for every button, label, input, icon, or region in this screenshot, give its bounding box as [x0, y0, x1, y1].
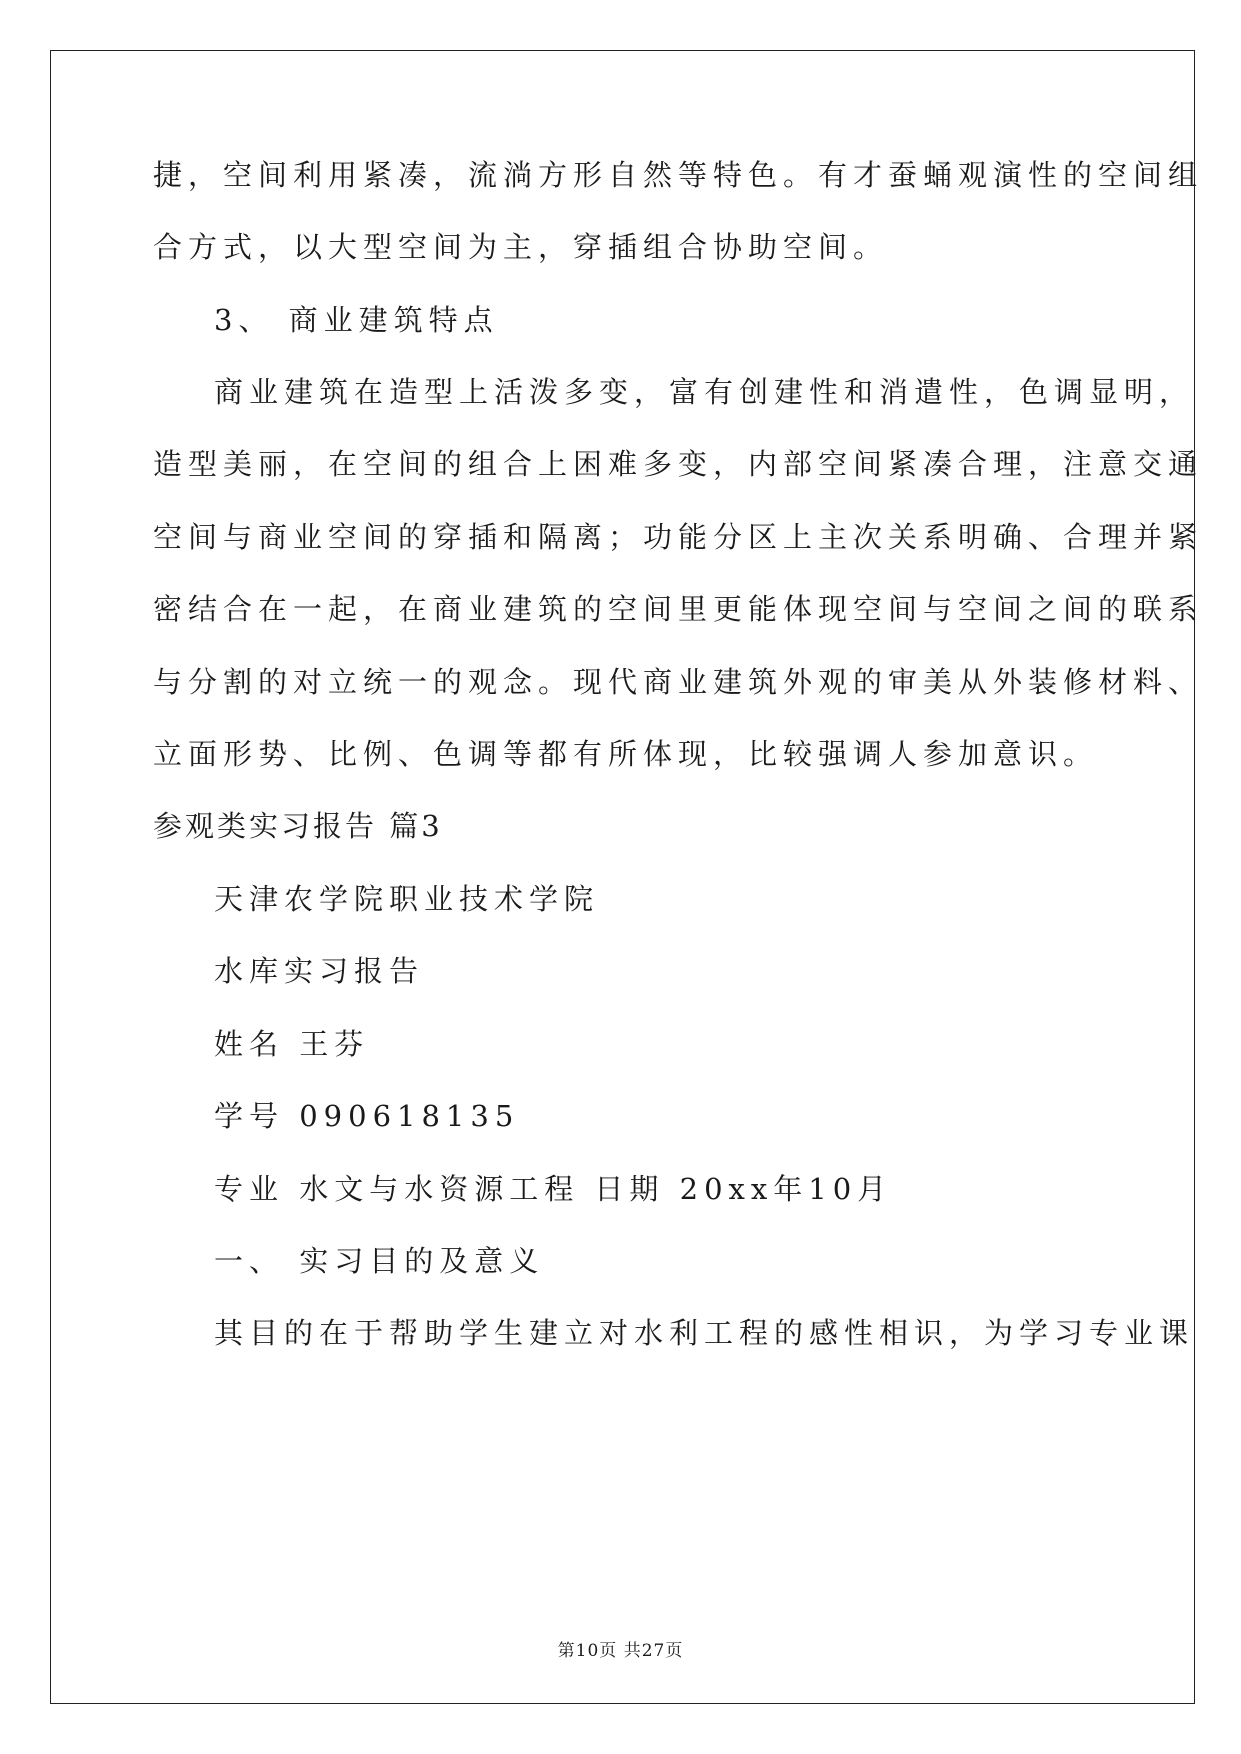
body-text-line-6: 空间与商业空间的穿插和隔离；功能分区上主次关系明确、合理并紧 [153, 520, 1204, 554]
report-section-title: 参观类实习报告 篇3 [153, 809, 443, 843]
page-number-footer: 第10页 共27页 [557, 1641, 684, 1661]
institution-name: 天津农学院职业技术学院 [214, 882, 600, 916]
body-text-line-9: 立面形势、比例、色调等都有所体现，比较强调人参加意识。 [153, 737, 1099, 771]
report-title: 水库实习报告 [214, 954, 425, 988]
body-text-line-17: 其目的在于帮助学生建立对水利工程的感性相识，为学习专业课 [214, 1316, 1195, 1350]
section-heading-commercial-buildings: 3、 商业建筑特点 [214, 303, 499, 337]
body-text-line-7: 密结合在一起，在商业建筑的空间里更能体现空间与空间之间的联系 [153, 592, 1204, 626]
student-id: 学号 090618135 [214, 1099, 520, 1133]
page-border [50, 50, 1195, 1704]
student-name: 姓名 王芬 [214, 1027, 370, 1061]
body-text-line-2: 合方式，以大型空间为主，穿插组合协助空间。 [153, 230, 889, 264]
body-text-line-8: 与分割的对立统一的观念。现代商业建筑外观的审美从外装修材料、 [153, 665, 1204, 699]
body-text-line-5: 造型美丽，在空间的组合上困难多变，内部空间紧凑合理，注意交通 [153, 447, 1204, 481]
major-and-date: 专业 水文与水资源工程 日期 20xx年10月 [214, 1172, 893, 1206]
body-text-line-4: 商业建筑在造型上活泼多变，富有创建性和消遣性，色调显明， [214, 375, 1195, 409]
body-text-line-1: 捷，空间利用紧凑，流淌方形自然等特色。有才蚕蛹观演性的空间组 [153, 158, 1204, 192]
section-heading-purpose: 一、 实习目的及意义 [214, 1244, 545, 1278]
